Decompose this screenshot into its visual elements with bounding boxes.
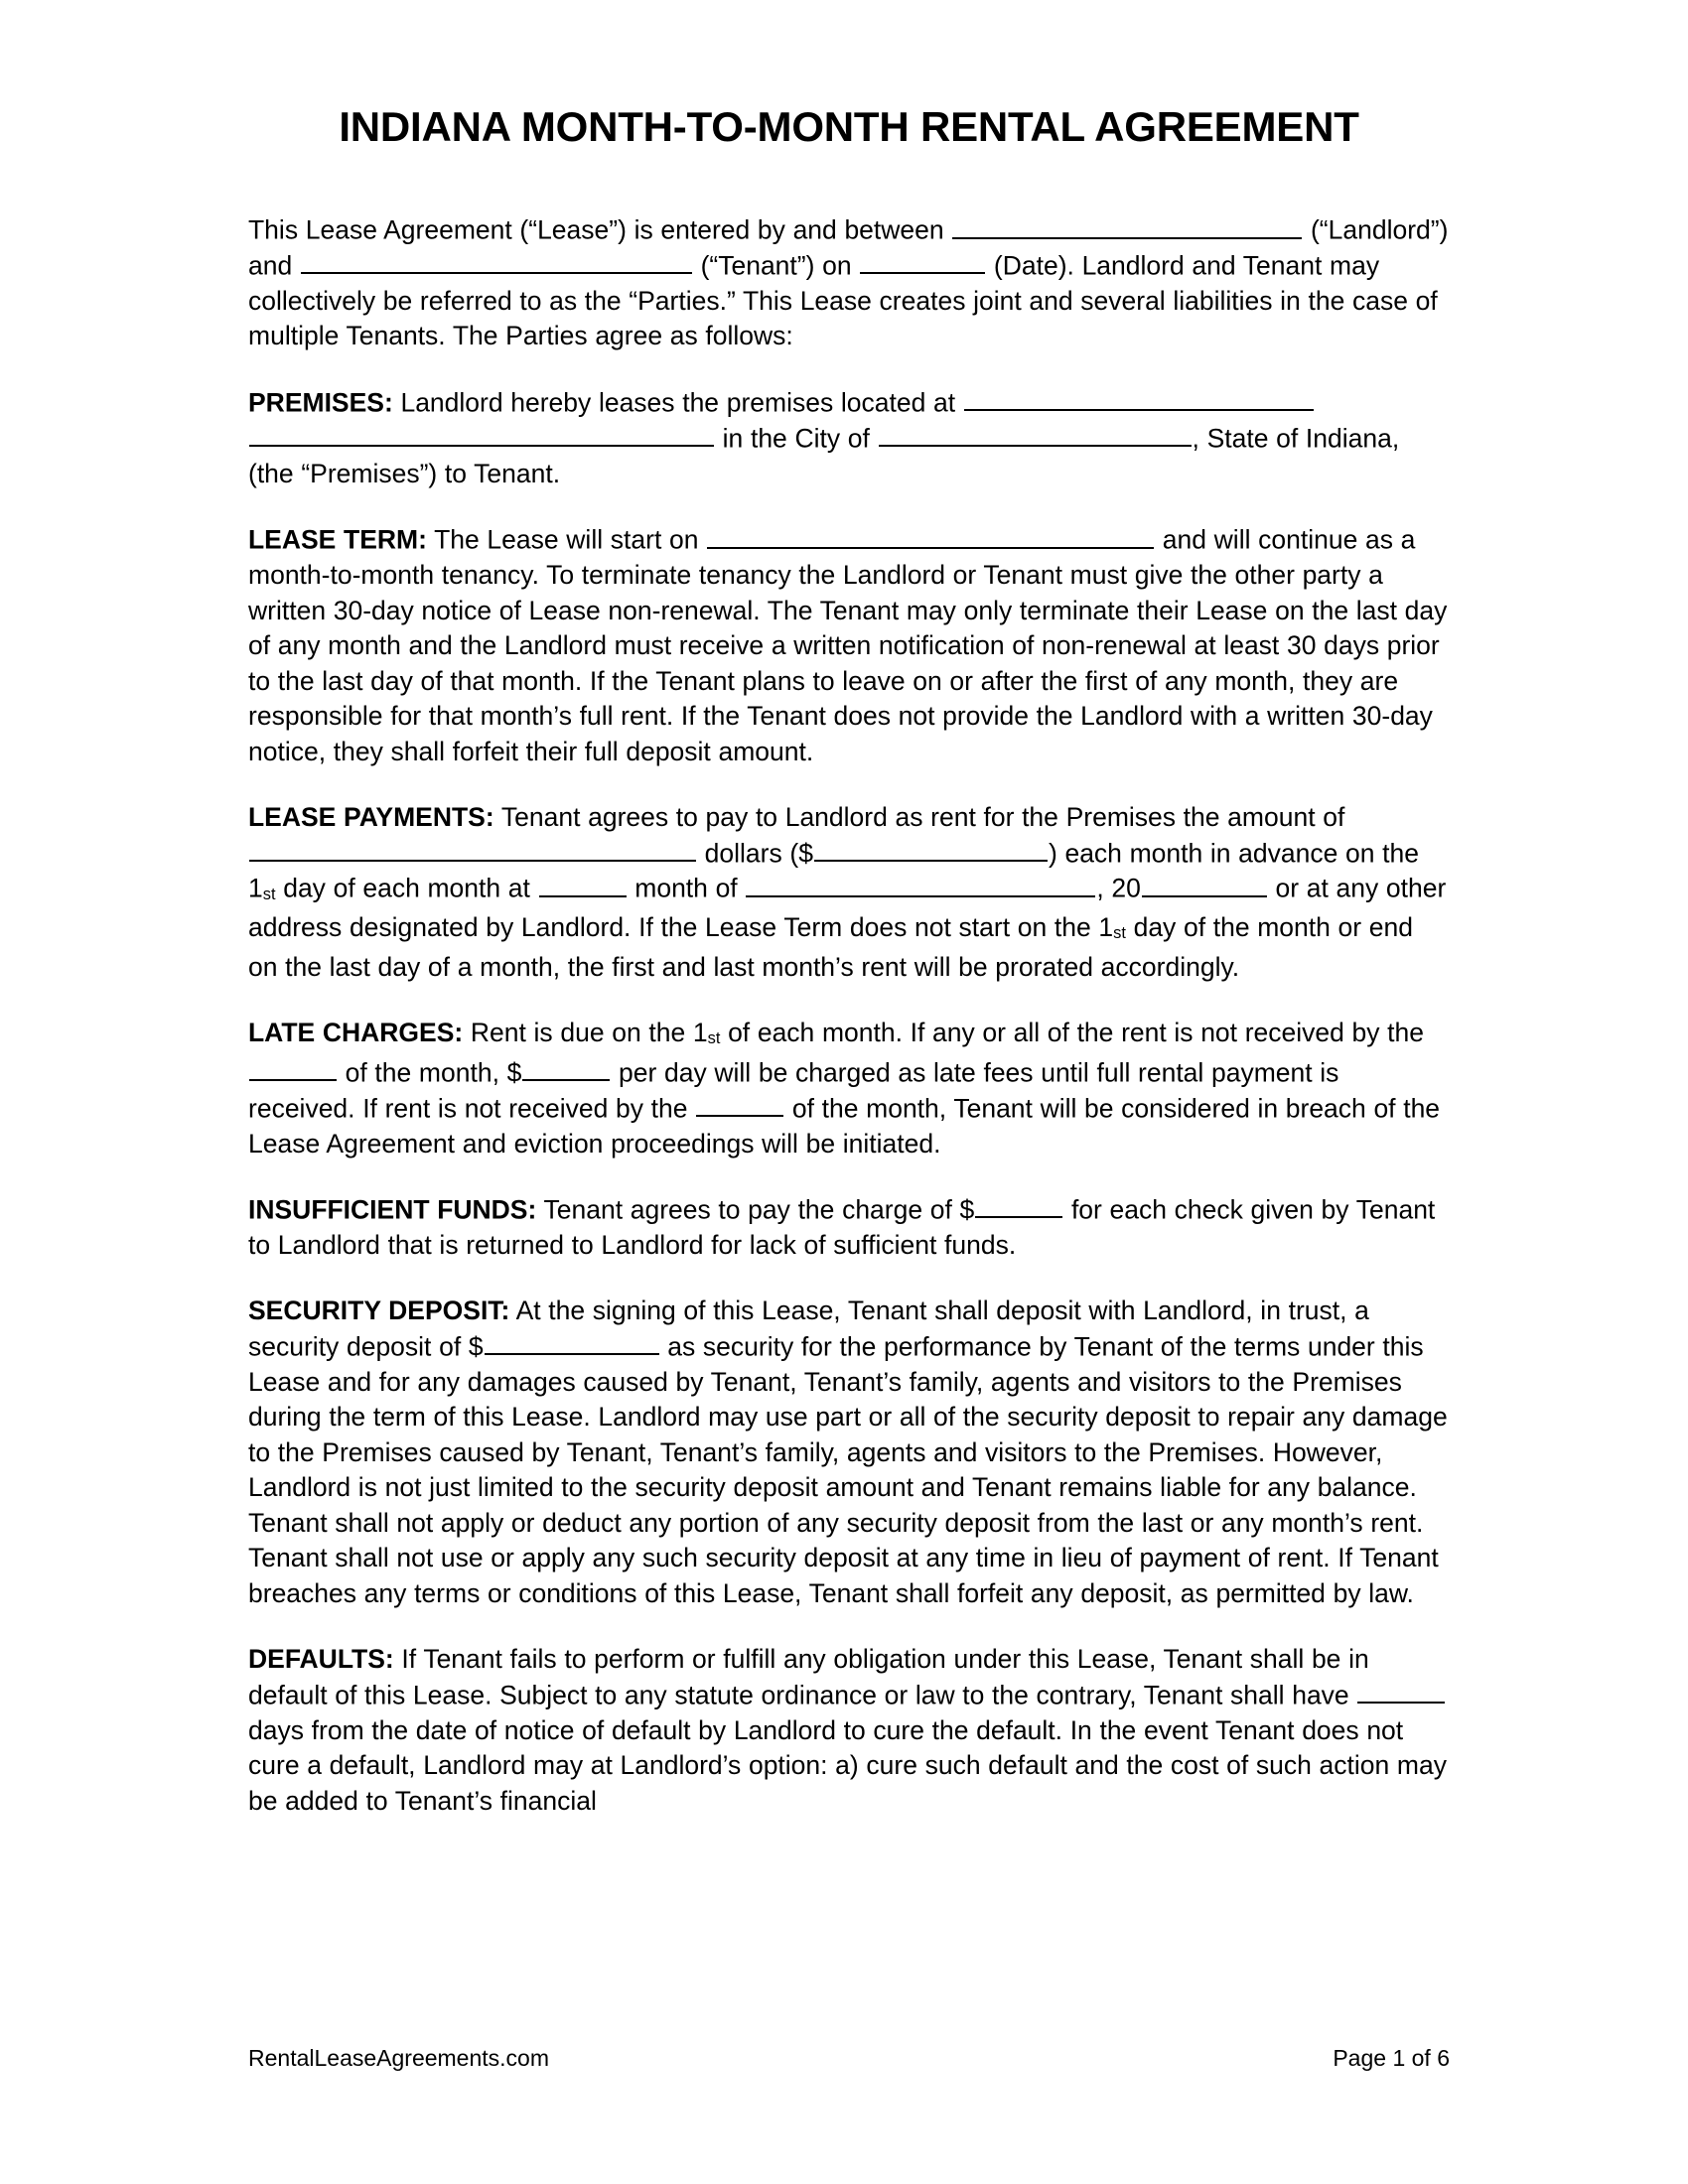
late-charges-text-5: of the month, Tenant will be considered in breach of the Lease Agreement and eviction proceedings will be initiated. — [248, 1093, 1441, 1159]
blank-tenant-name[interactable] — [301, 248, 692, 274]
paragraph-defaults — [248, 1642, 1450, 1819]
security-deposit-text-2: as security for the performance by Tenant of the terms under this Lease and for any damages caused by Tenant, Tenant’s family, agents and visitors to the Premises during the term of this Lease. Landlord may use part or all of the security deposit to repair any damage to the Premises caused by Tenant, Tenant’s family, agents and visitors to the Premises. However, Landlord is not just limited to the security deposit amount and Tenant remains liable for any balance. Tenant shall not apply or deduct any portion of any security deposit from the last or any month’s rent. Tenant shall not use or apply any such security deposit at any time in lieu of payment of rent. If Tenant breaches any terms or conditions of this Lease, Tenant shall forfeit any deposit, as permitted by law. — [248, 1331, 1448, 1608]
document-body — [248, 150, 1450, 1819]
document-content — [248, 0, 1450, 1849]
defaults-text-2: days from the date of notice of default by Landlord to cure the default. In the event Tenant does not cure a default, Landlord may at Landlord’s option: a) cure such default and the cost of such action may be added to Tenant’s financial — [248, 1714, 1447, 1816]
late-charges-text-4: per day will be charged as late fees until full rental payment is received. If rent is not received by the — [248, 1057, 1339, 1124]
blank-late-day-1[interactable] — [249, 1055, 337, 1081]
paragraph-intro — [248, 150, 1450, 354]
intro-text-4: (Date). Landlord and Tenant may collectively be referred to as the “Parties.” This Lease creates joint and several liabilities in the case of multiple Tenants. The Parties agree as follows: — [248, 250, 1438, 351]
blank-date[interactable] — [860, 248, 985, 274]
premises-label: PREMISES: — [248, 387, 393, 418]
insufficient-funds-text-1: Tenant agrees to pay the charge of $ — [543, 1194, 975, 1225]
blank-security-deposit-amount[interactable] — [485, 1329, 659, 1355]
blank-cure-days[interactable] — [1357, 1678, 1445, 1704]
blank-payment-month[interactable] — [746, 871, 1095, 896]
lease-payments-text-3: ) each month in advance on the 1 — [248, 837, 1420, 903]
insufficient-funds-label: INSUFFICIENT FUNDS: — [248, 1194, 537, 1225]
lease-term-text-2: and will continue as a month-to-month tenancy. To terminate tenancy the Landlord or Tenant must give the other party a written 30-day notice of Lease non-renewal. The Tenant may only terminate their Lease on the last day of any month and the Landlord must receive a written notification of non-renewal at least 30 days prior to the last day of that month. If the Tenant plans to leave on or after the first of any month, they are responsible for that month’s full rent. If the Tenant does not provide the Landlord with a written 30-day notice, they shall forfeit their full deposit amount. — [248, 524, 1448, 766]
blank-late-day-2[interactable] — [696, 1091, 783, 1117]
lease-payments-text-1: Tenant agrees to pay to Landlord as rent for the Premises the amount of — [500, 802, 1345, 833]
paragraph-security-deposit — [248, 1294, 1450, 1611]
late-charges-text-3: of the month, $ — [345, 1057, 522, 1088]
intro-text-1: This Lease Agreement (“Lease”) is entered by and between — [248, 214, 944, 245]
late-charges-label: LATE CHARGES: — [248, 1018, 464, 1048]
premises-text-2: in the City of — [722, 423, 870, 454]
paragraph-insufficient-funds — [248, 1192, 1450, 1263]
blank-lease-start-date[interactable] — [707, 522, 1154, 548]
paragraph-late-charges — [248, 1016, 1450, 1161]
premises-text-1: Landlord hereby leases the premises located at — [400, 387, 956, 418]
blank-premises-address-2[interactable] — [249, 421, 714, 447]
blank-payment-location[interactable] — [539, 871, 627, 896]
intro-text-2: (“Landlord”) and — [248, 214, 1449, 281]
defaults-label: DEFAULTS: — [248, 1644, 394, 1675]
ordinal-suffix-3: st — [707, 1029, 721, 1048]
lease-payments-text-7: 20 — [1111, 873, 1141, 903]
lease-payments-text-6: , — [1096, 873, 1104, 903]
late-charges-text-2: of each month. If any or all of the rent is not received by the — [728, 1018, 1425, 1048]
page-title: INDIANA MONTH-TO-MONTH RENTAL AGREEMENT — [339, 103, 1359, 150]
blank-rent-amount-words[interactable] — [249, 836, 696, 862]
lease-payments-text-8: or at any other address designated by Landlord. If the Lease Term does not start on the 1 — [248, 873, 1447, 943]
blank-late-fee-amount[interactable] — [522, 1055, 610, 1081]
lease-payments-text-5: month of — [634, 873, 738, 903]
paragraph-premises — [248, 385, 1450, 491]
lease-payments-text-2: dollars ($ — [704, 837, 813, 868]
footer-site-name: RentalLeaseAgreements.com — [248, 2045, 549, 2071]
blank-payment-year[interactable] — [1142, 871, 1267, 896]
defaults-text-1: If Tenant fails to perform or fulfill any obligation under this Lease, Tenant shall be in default of this Lease. Subject to any statute ordinance or law to the contrary, Tenant shall have — [248, 1644, 1369, 1710]
paragraph-lease-payments — [248, 800, 1450, 985]
premises-text-3: , State of Indiana, (the “Premises”) to Tenant. — [248, 423, 1400, 488]
lease-payments-text-4: day of each month at — [283, 873, 530, 903]
blank-premises-address-1[interactable] — [964, 385, 1314, 411]
ordinal-suffix-2: st — [1113, 924, 1126, 943]
lease-payments-label: LEASE PAYMENTS: — [248, 802, 494, 833]
blank-rent-amount-numeric[interactable] — [814, 836, 1048, 862]
page-footer — [248, 2044, 1450, 2072]
lease-term-label: LEASE TERM: — [248, 524, 427, 555]
intro-text-3: (“Tenant”) on — [700, 250, 852, 281]
blank-nsf-charge[interactable] — [975, 1192, 1062, 1218]
paragraph-lease-term — [248, 522, 1450, 769]
security-deposit-label: SECURITY DEPOSIT: — [248, 1296, 510, 1326]
insufficient-funds-text-2: for each check given by Tenant to Landlord that is returned to Landlord for lack of sufficient funds. — [248, 1194, 1436, 1260]
blank-premises-city[interactable] — [879, 421, 1192, 447]
ordinal-suffix-1: st — [262, 885, 276, 903]
lease-term-text-1: The Lease will start on — [434, 524, 699, 555]
lease-payments-text-9: day of the month or end on the last day of a month, the first and last month’s rent will be prorated accordingly. — [248, 912, 1413, 982]
security-deposit-text-1: At the signing of this Lease, Tenant shall deposit with Landlord, in trust, a security deposit of $ — [248, 1296, 1369, 1362]
blank-landlord-name[interactable] — [952, 212, 1302, 238]
late-charges-text-1: Rent is due on the 1 — [470, 1018, 708, 1048]
footer-page-number: Page 1 of 6 — [1333, 2045, 1450, 2071]
